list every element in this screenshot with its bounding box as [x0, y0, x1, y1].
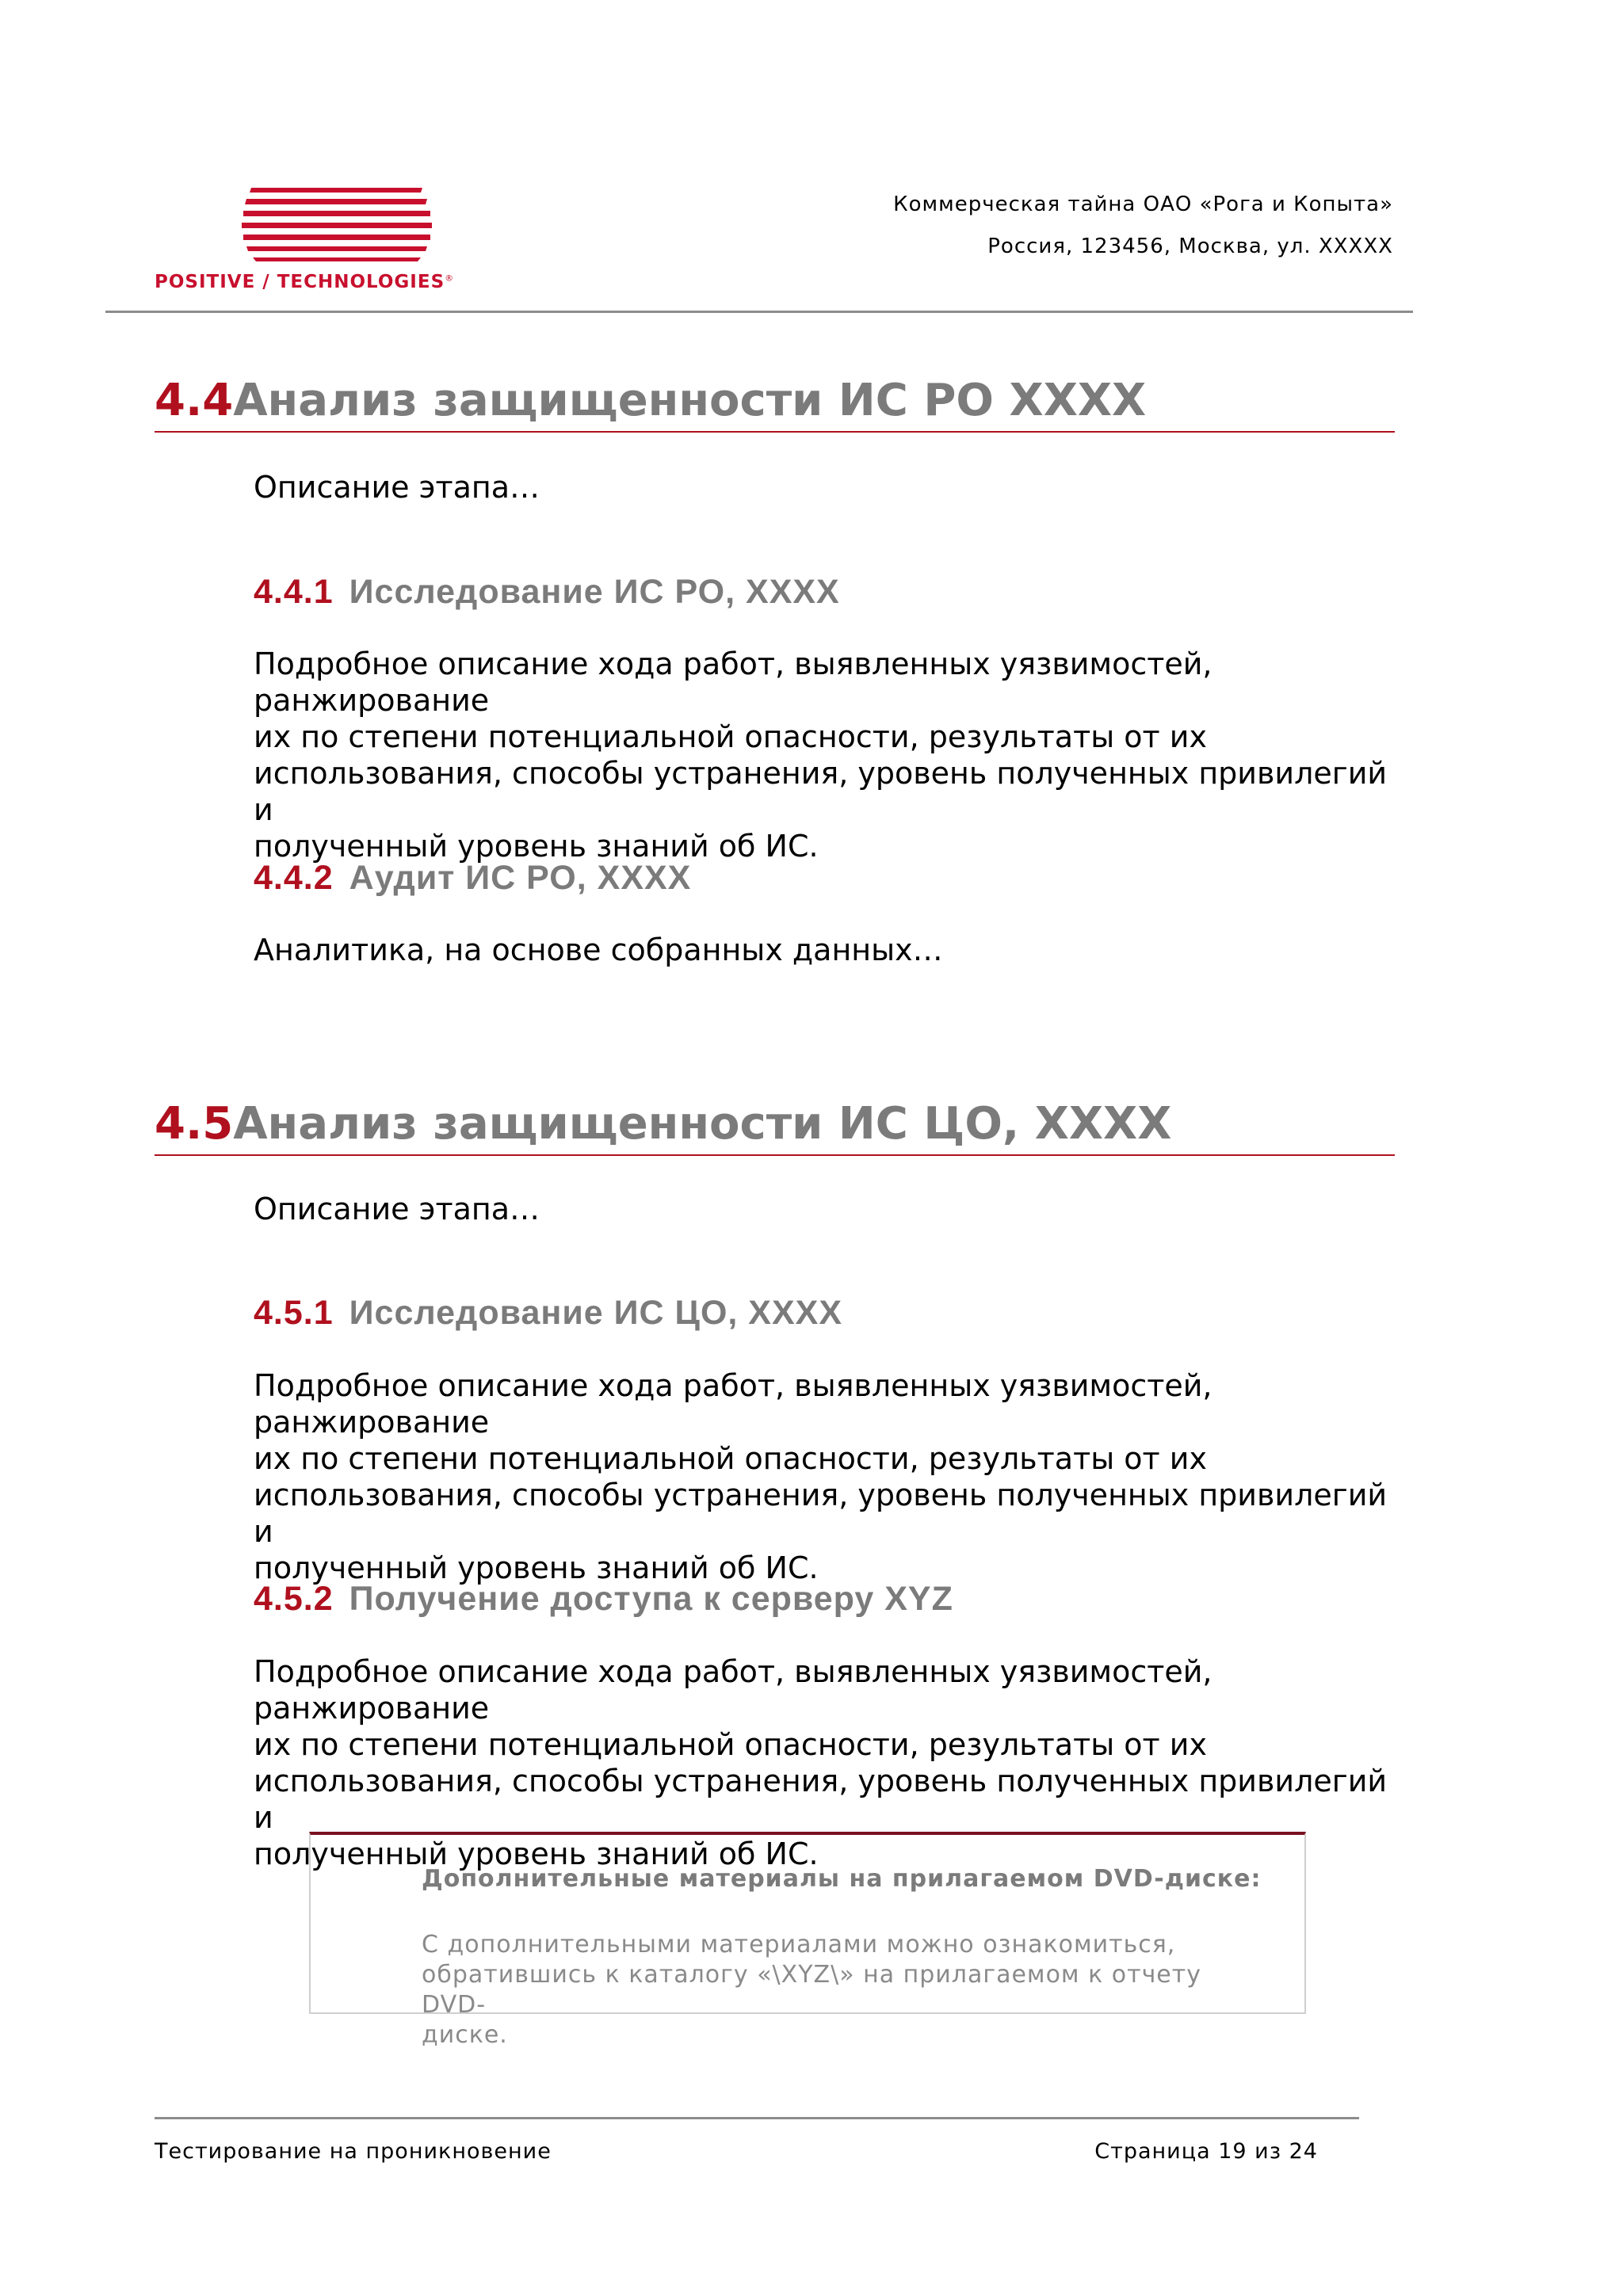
header-divider	[105, 311, 1413, 313]
header-confidential: Коммерческая тайна ОАО «Рога и Копыта»	[893, 193, 1393, 216]
section-intro: Описание этапа…	[254, 470, 540, 505]
section-heading-4-4	[155, 375, 1395, 433]
section-title: Анализ защищенности ИС ЦО, XXXX	[233, 1098, 1172, 1150]
footer-divider	[155, 2117, 1359, 2119]
section-heading-4-5	[155, 1098, 1395, 1156]
section-title: Анализ защищенности ИС РО XXXX	[233, 375, 1147, 426]
subsection-heading-4-5-2: 4.5.2 Получение доступа к серверу XYZ	[254, 1580, 953, 1618]
subsection-body: Подробное описание хода работ, выявленных уязвимостей, ранжирование их по степени потенциальной опасности, результаты от их использования, способы устранения, уровень полученных привилегий и полученный уровень знаний об ИС.	[254, 646, 1388, 864]
footer-document-title: Тестирование на проникновение	[155, 2139, 552, 2164]
header-address: Россия, 123456, Москва, ул. XXXXX	[987, 235, 1393, 258]
dvd-materials-note	[309, 1832, 1306, 2049]
section-number: 4.5	[155, 1098, 234, 1150]
section-intro: Описание этапа…	[254, 1192, 540, 1226]
subsection-body: Подробное описание хода работ, выявленных уязвимостей, ранжирование их по степени потенциальной опасности, результаты от их использования, способы устранения, уровень полученных привилегий и полученный уровень знаний об ИС.	[254, 1654, 1388, 1871]
company-logo	[155, 186, 527, 297]
logo-text: POSITIVE / TECHNOLOGIES®	[155, 272, 455, 292]
logo-stripes-icon	[242, 186, 432, 265]
section-number: 4.4	[155, 375, 234, 426]
subsection-heading-4-4-1: 4.4.1 Исследование ИС РО, XXXX	[254, 573, 840, 611]
subsection-body: Подробное описание хода работ, выявленных уязвимостей, ранжирование их по степени потенциальной опасности, результаты от их использования, способы устранения, уровень полученных привилегий и полученный уровень знаний об ИС.	[254, 1368, 1388, 1585]
note-title: Дополнительные материалы на прилагаемом DVD-диске:	[422, 1865, 1262, 1893]
subsection-body: Аналитика, на основе собранных данных…	[254, 933, 943, 967]
note-body: С дополнительными материалами можно ознакомиться, обратившись к каталогу «\XYZ\» на прилагаемом к отчету DVD- диске.	[422, 1931, 1201, 2049]
page-number: Страница 19 из 24	[1094, 2139, 1318, 2164]
subsection-heading-4-5-1: 4.5.1 Исследование ИС ЦО, XXXX	[254, 1294, 843, 1332]
subsection-heading-4-4-2: 4.4.2 Аудит ИС РО, XXXX	[254, 859, 692, 897]
